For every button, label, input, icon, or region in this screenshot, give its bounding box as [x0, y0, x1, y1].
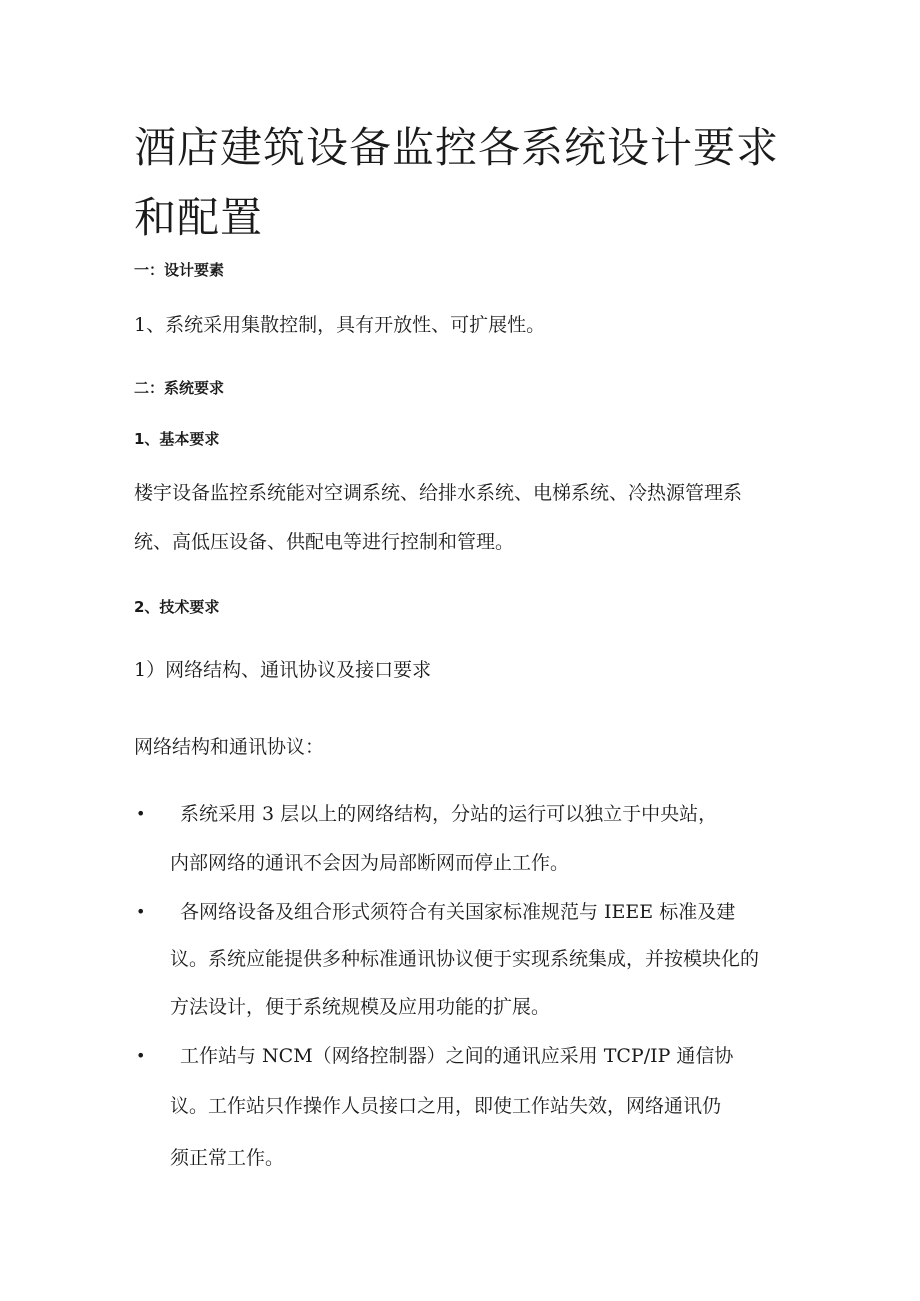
document-title-line2: 和配置 — [134, 193, 264, 242]
bullet-3-icon: • — [136, 1046, 146, 1065]
bullet-3-line2: 议。工作站只作操作人员接口之用，即使工作站失效，网络通讯仍 — [170, 1095, 722, 1117]
bullet-1-line2: 内部网络的通讯不会因为局部断网而停止工作。 — [170, 852, 570, 874]
document-title-line1: 酒店建筑设备监控各系统设计要求 — [134, 123, 780, 172]
bullet-2-line3: 方法设计，便于系统规模及应用功能的扩展。 — [170, 996, 551, 1018]
section2-heading: 二：系统要求 — [134, 379, 225, 397]
section1-item1: 1、系统采用集散控制，具有开放性、可扩展性。 — [134, 314, 546, 336]
tech-sub1-heading: 1）网络结构、通讯协议及接口要求 — [134, 659, 432, 681]
bullet-3-line3: 须正常工作。 — [170, 1147, 285, 1169]
bullet-3-line1: 工作站与 NCM（网络控制器）之间的通讯应采用 TCP/IP 通信协 — [180, 1045, 734, 1067]
bullet-1-line1: 系统采用 3 层以上的网络结构，分站的运行可以独立于中央站， — [180, 803, 718, 825]
network-label: 网络结构和通讯协议： — [134, 736, 325, 758]
basic-req-text-line2: 统、高低压设备、供配电等进行控制和管理。 — [134, 531, 515, 553]
tech-req-heading: 2、技术要求 — [134, 598, 220, 616]
bullet-2-icon: • — [136, 902, 146, 921]
bullet-2-line1: 各网络设备及组合形式须符合有关国家标准规范与 IEEE 标准及建 — [180, 901, 736, 923]
bullet-1-icon: • — [136, 804, 146, 823]
basic-req-text-line1: 楼宇设备监控系统能对空调系统、给排水系统、电梯系统、冷热源管理系 — [134, 482, 743, 504]
basic-req-heading: 1、基本要求 — [134, 430, 220, 448]
bullet-2-line2: 议。系统应能提供多种标准通讯协议便于实现系统集成，并按模块化的 — [170, 948, 760, 970]
section1-heading: 一：设计要素 — [134, 261, 225, 279]
